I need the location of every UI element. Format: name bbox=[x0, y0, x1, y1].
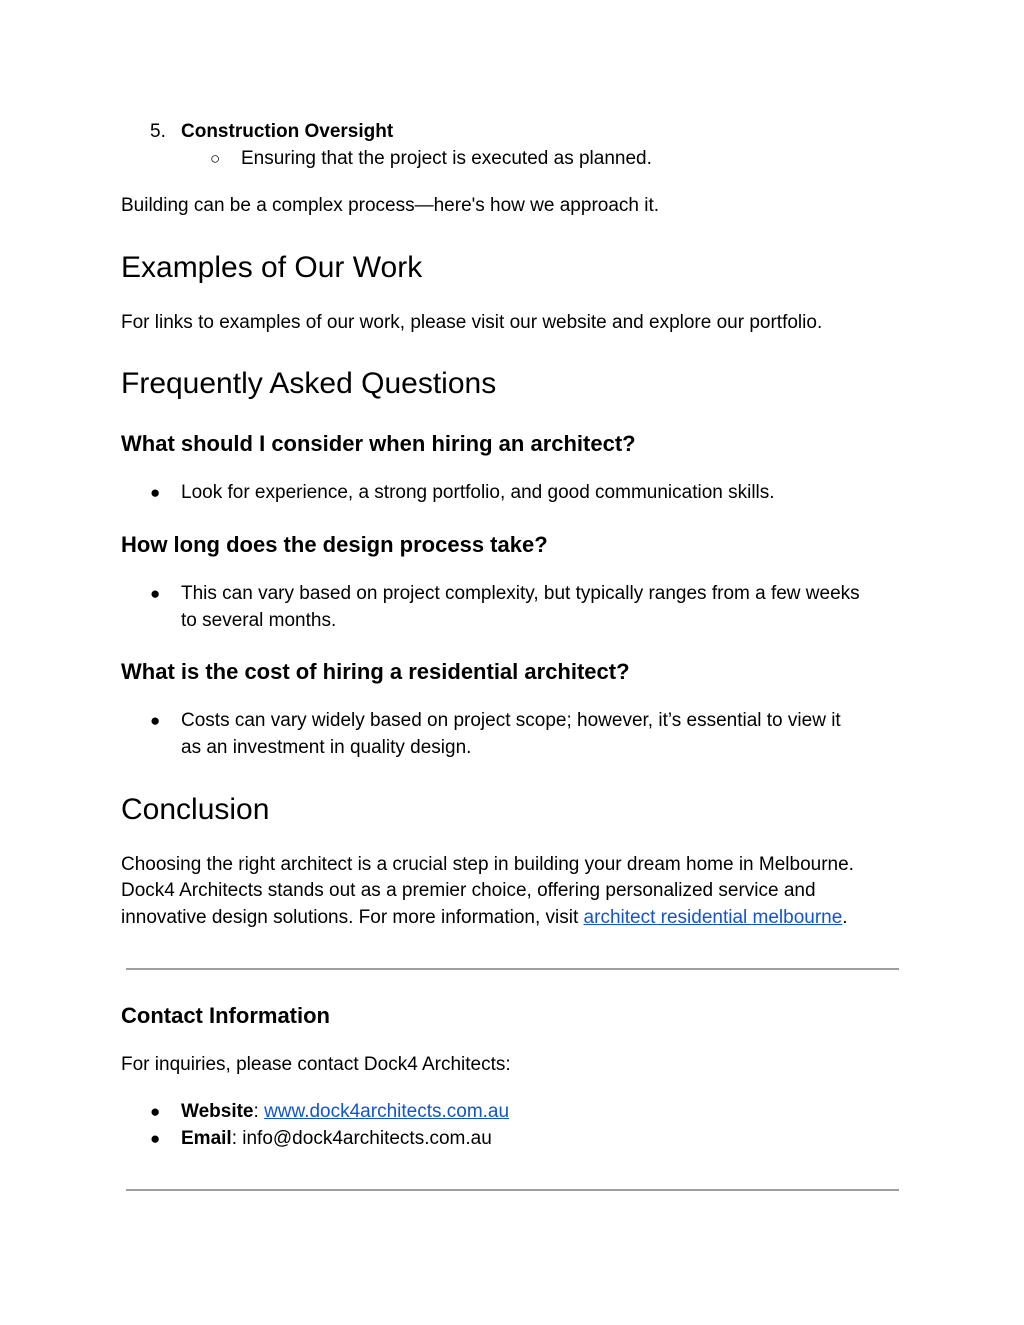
horizontal-divider bbox=[126, 968, 899, 970]
bullet-icon: ● bbox=[150, 483, 161, 502]
contact-heading: Contact Information bbox=[121, 1003, 330, 1028]
conclusion-heading: Conclusion bbox=[121, 793, 270, 826]
website-label: Website bbox=[181, 1101, 254, 1122]
email-label: Email bbox=[181, 1128, 232, 1149]
conclusion-line-2: Dock4 Architects stands out as a premier choice, offering personalized service and bbox=[121, 880, 816, 901]
conclusion-line-1: Choosing the right architect is a crucial step in building your dream home in Melbourne. bbox=[121, 854, 854, 875]
website-separator: : bbox=[253, 1101, 265, 1122]
contact-email-item bbox=[181, 1125, 492, 1152]
email-separator: : bbox=[231, 1128, 243, 1149]
bullet-icon: ● bbox=[150, 1129, 161, 1148]
faq-question-1: What should I consider when hiring an architect? bbox=[121, 431, 636, 456]
hollow-bullet-icon: ○ bbox=[210, 149, 221, 168]
list-item-title: Construction Oversight bbox=[181, 121, 394, 142]
faq-answer-1: Look for experience, a strong portfolio, and good communication skills. bbox=[181, 482, 775, 503]
list-subitem: Ensuring that the project is executed as planned. bbox=[241, 148, 652, 169]
bullet-icon: ● bbox=[150, 711, 161, 730]
faq-answer-3-line-2: as an investment in quality design. bbox=[181, 737, 472, 758]
conclusion-line-3-text: innovative design solutions. For more information, visit bbox=[121, 907, 584, 928]
contact-intro: For inquiries, please contact Dock4 Architects: bbox=[121, 1054, 511, 1075]
website-link[interactable]: www.dock4architects.com.au bbox=[264, 1101, 510, 1122]
faq-answer-2-line-2: to several months. bbox=[181, 610, 337, 631]
architect-residential-melbourne-link[interactable]: architect residential melbourne bbox=[583, 907, 843, 928]
conclusion-line-3 bbox=[121, 904, 848, 931]
conclusion-period: . bbox=[842, 907, 848, 928]
list-number: 5. bbox=[150, 121, 166, 142]
horizontal-divider bbox=[126, 1189, 899, 1191]
bullet-icon: ● bbox=[150, 1102, 161, 1121]
examples-paragraph: For links to examples of our work, please visit our website and explore our portfolio. bbox=[121, 312, 823, 333]
faq-question-3: What is the cost of hiring a residential architect? bbox=[121, 659, 630, 684]
intro-paragraph: Building can be a complex process—here's how we approach it. bbox=[121, 195, 660, 216]
contact-website-item bbox=[181, 1098, 509, 1125]
examples-heading: Examples of Our Work bbox=[121, 251, 423, 284]
faq-question-2: How long does the design process take? bbox=[121, 532, 548, 557]
faq-answer-2-line-1: This can vary based on project complexity, but typically ranges from a few weeks bbox=[181, 583, 860, 604]
email-value: info@dock4architects.com.au bbox=[242, 1128, 492, 1149]
faq-heading: Frequently Asked Questions bbox=[121, 367, 497, 400]
faq-answer-3-line-1: Costs can vary widely based on project scope; however, it’s essential to view it bbox=[181, 710, 841, 731]
bullet-icon: ● bbox=[150, 584, 161, 603]
